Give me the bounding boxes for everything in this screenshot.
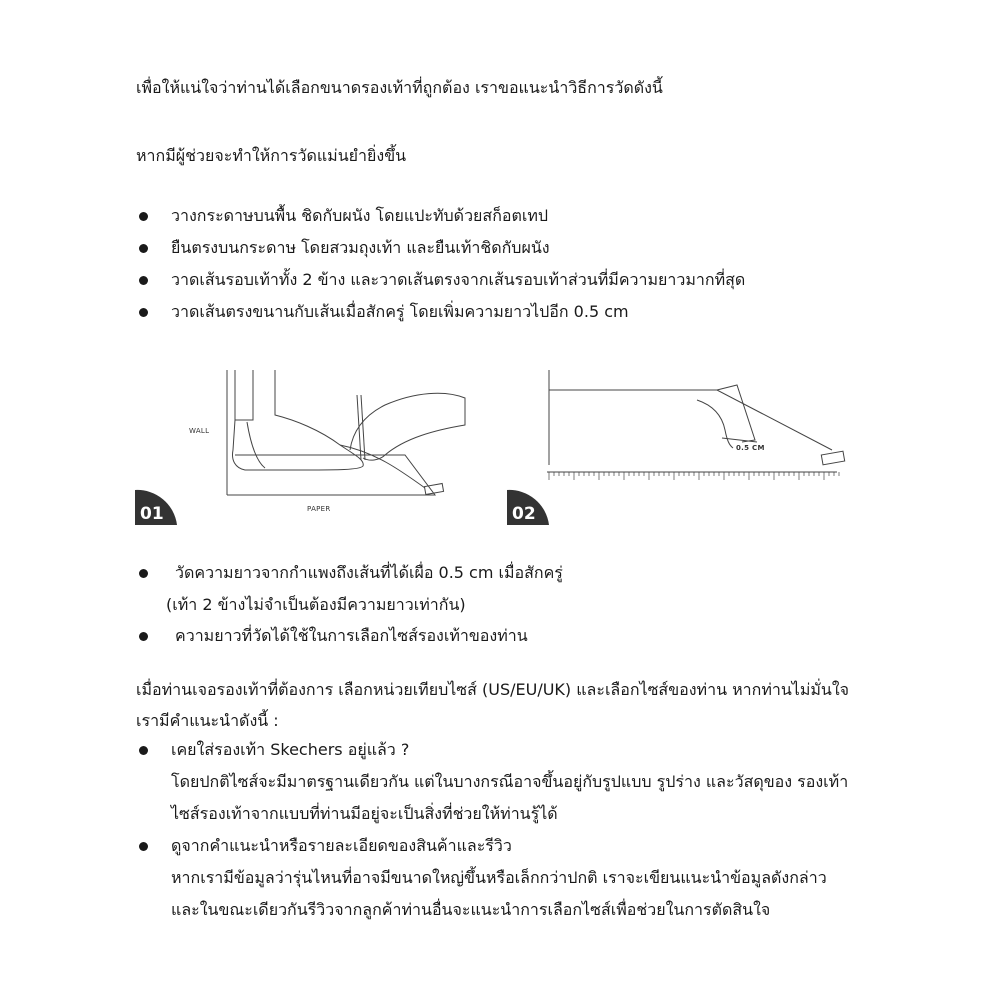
helper-note: หากมีผู้ช่วยจะทำให้การวัดแม่นยำยิ่งขึ้น	[136, 146, 407, 165]
list-item: วาดเส้นรอบเท้าทั้ง 2 ข้าง และวาดเส้นตรงจากเส้นรอบเท้าส่วนที่มีความยาวมากที่สุด	[171, 270, 746, 289]
tip-line: หากเรามีข้อมูลว่ารุ่นไหนที่อาจมีขนาดใหญ่ขึ้นหรือเล็กกว่าปกติ เราจะเขียนแนะนำข้อมูลดังกล่าว	[171, 868, 827, 887]
tip-line: โดยปกติไซส์จะมีมาตรฐานเดียวกัน แต่ในบางกรณีอาจขึ้นอยู่กับรูปแบบ รูปร่าง และวัสดุของ รองเท้า	[171, 772, 849, 791]
figure-2-illustration	[507, 360, 847, 530]
figure-1-badge: 01	[140, 504, 164, 524]
ruler-ticks	[549, 472, 839, 480]
bullet-icon	[139, 244, 148, 253]
tip-heading: เคยใส่รองเท้า Skechers อยู่แล้ว ?	[171, 740, 410, 759]
list-item: ความยาวที่วัดได้ใช้ในการเลือกไซส์รองเท้าของท่าน	[175, 626, 528, 645]
bullet-icon	[139, 212, 148, 221]
bullet-icon	[139, 569, 148, 578]
wall-label: WALL	[189, 427, 210, 435]
intro-text: เพื่อให้แน่ใจว่าท่านได้เลือกขนาดรองเท้าที่ถูกต้อง เราขอแนะนำวิธีการวัดดังนี้	[136, 78, 663, 97]
selection-intro-line: เรามีคำแนะนำดังนี้ :	[136, 711, 279, 730]
bullet-icon	[139, 746, 148, 755]
bullet-icon	[139, 276, 148, 285]
list-item-note: (เท้า 2 ข้างไม่จำเป็นต้องมีความยาวเท่ากัน)	[166, 595, 466, 614]
tip-heading: ดูจากคำแนะนำหรือรายละเอียดของสินค้าและรีวิว	[171, 836, 512, 855]
bullet-icon	[139, 308, 148, 317]
bullet-icon	[139, 842, 148, 851]
list-item: วางกระดาษบนพื้น ชิดกับผนัง โดยแปะทับด้วยสก็อตเทป	[171, 206, 549, 225]
list-item: วัดความยาวจากกำแพงถึงเส้นที่ได้เผื่อ 0.5 cm เมื่อสักครู่	[175, 563, 563, 582]
selection-intro-line: เมื่อท่านเจอรองเท้าที่ต้องการ เลือกหน่วยเทียบไซส์ (US/EU/UK) และเลือกไซส์ของท่าน หากท่านไม่มั่นใจ	[136, 680, 850, 699]
list-item: วาดเส้นตรงขนานกับเส้นเมื่อสักครู่ โดยเพิ่มความยาวไปอีก 0.5 cm	[171, 302, 629, 321]
figure-1-illustration	[135, 360, 495, 530]
figure-2-badge: 02	[512, 504, 536, 524]
tip-line: และในขณะเดียวกันรีวิวจากลูกค้าท่านอื่นจะแนะนำการเลือกไซส์เพื่อช่วยในการตัดสินใจ	[171, 900, 771, 919]
list-item: ยืนตรงบนกระดาษ โดยสวมถุงเท้า และยืนเท้าชิดกับผนัง	[171, 238, 550, 257]
bullet-icon	[139, 632, 148, 641]
paper-label: PAPER	[307, 505, 331, 513]
measure-label: 0.5 CM	[736, 444, 765, 452]
tip-line: ไซส์รองเท้าจากแบบที่ท่านมีอยู่จะเป็นสิ่งที่ช่วยให้ท่านรู้ได้	[171, 804, 558, 823]
